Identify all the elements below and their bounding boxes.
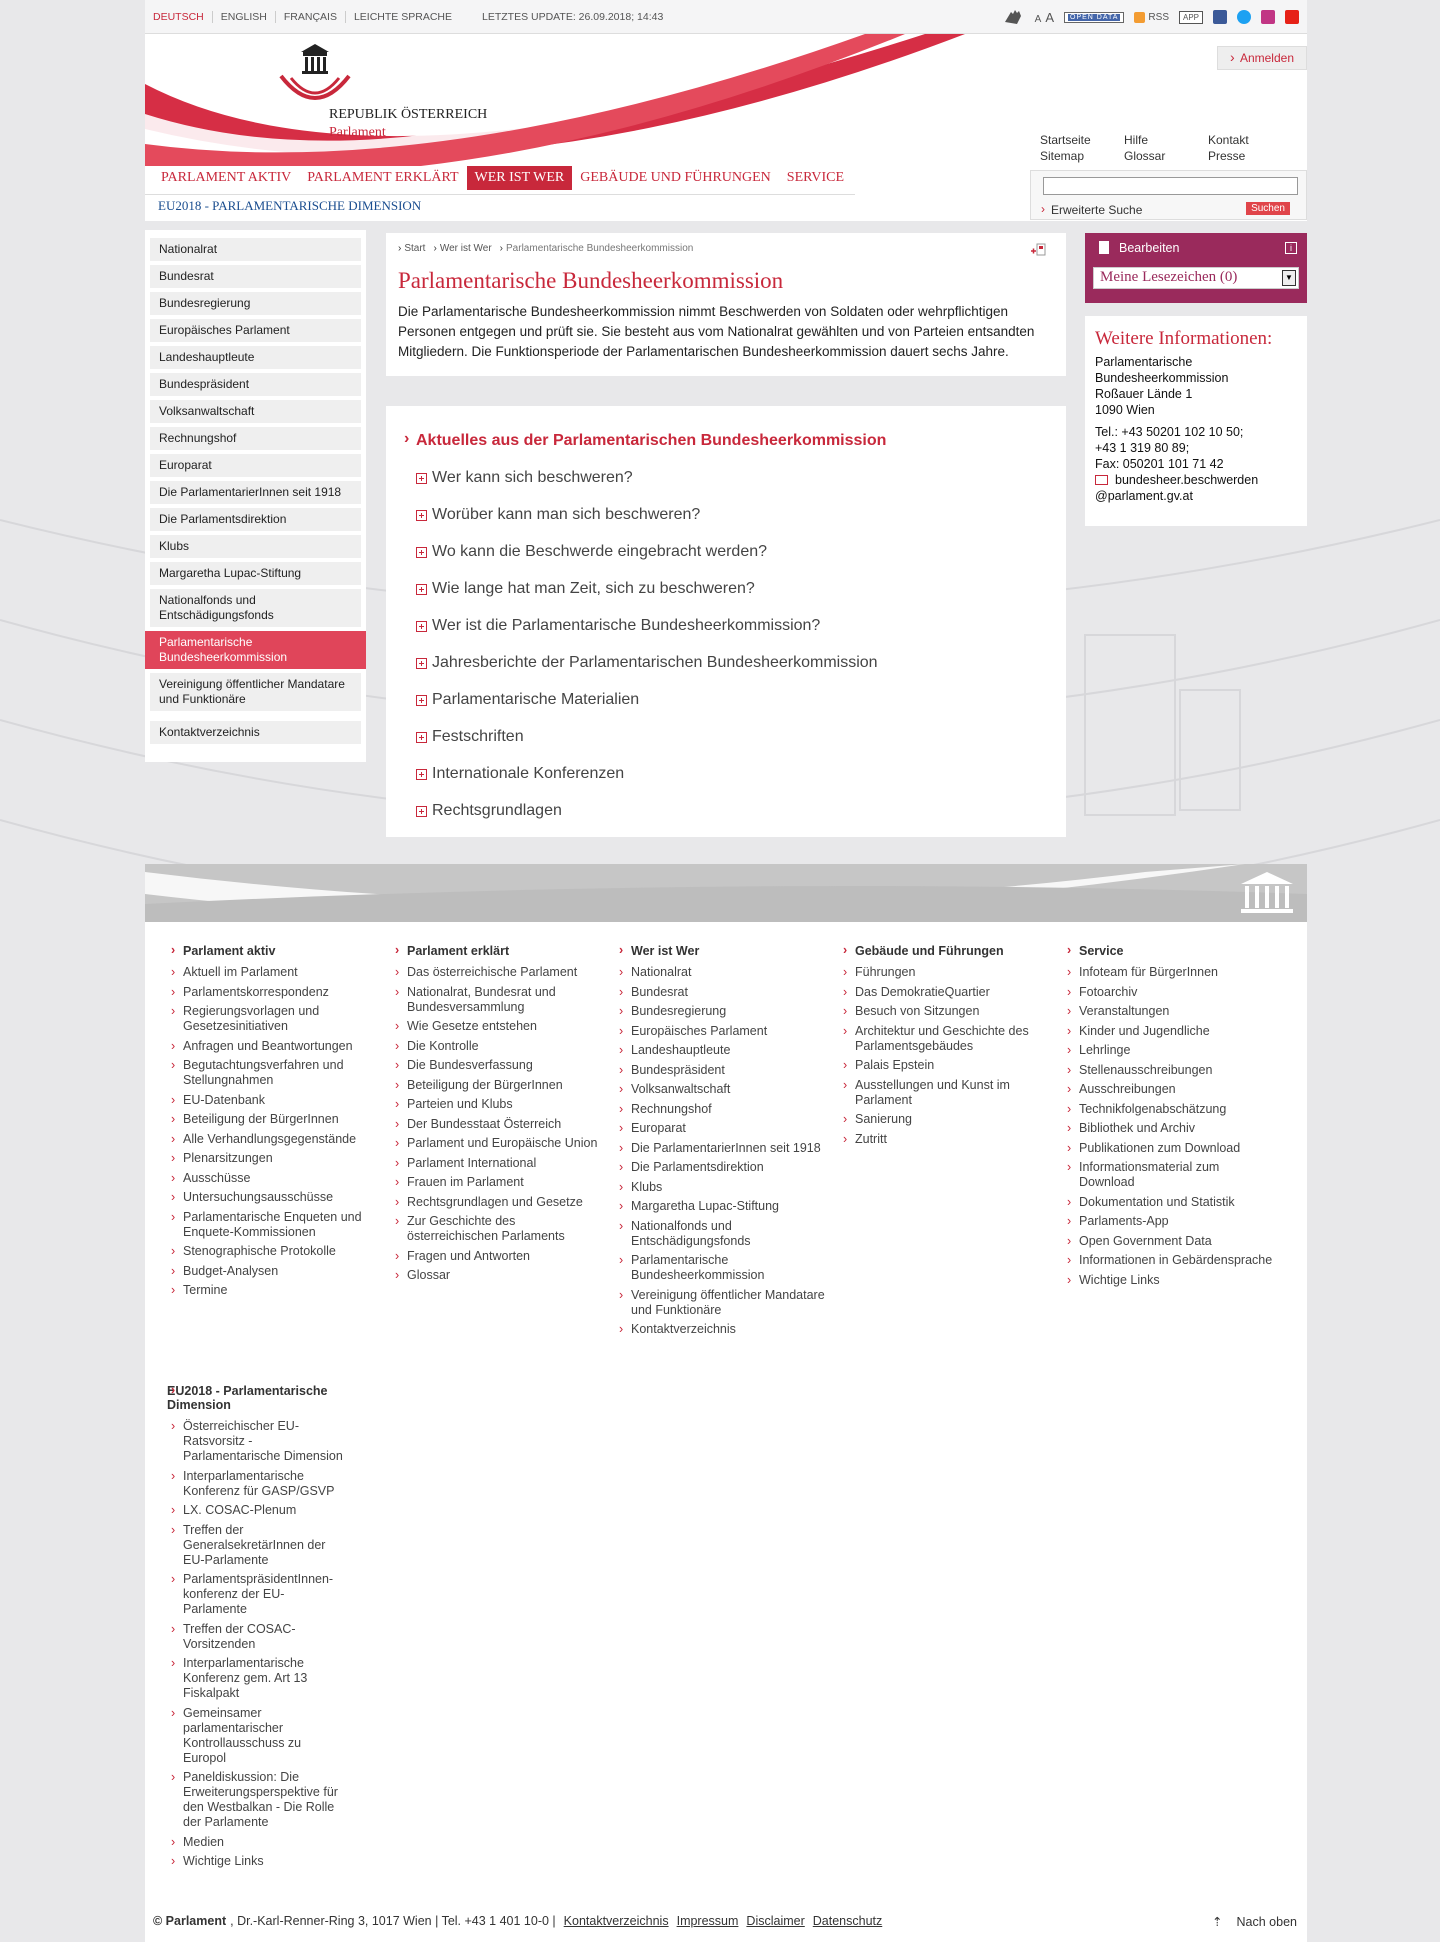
footer-link[interactable]: › Ausschreibungen — [1063, 1082, 1273, 1097]
footer-column — [615, 944, 839, 1342]
copyright-text: , Dr.-Karl-Renner-Ring 3, 1017 Wien | Tel. +43 1 401 10-0 | — [230, 1914, 556, 1928]
expand-plus-icon — [416, 732, 427, 743]
sidebar-item-landeshauptleute[interactable]: Landeshauptleute — [150, 346, 361, 369]
address-line: Parlamentarische — [1095, 355, 1193, 369]
footer-link[interactable]: › Open Government Data — [1063, 1234, 1273, 1249]
footer-link[interactable]: › Parlament und Europäische Union — [391, 1136, 601, 1151]
footer-column-title[interactable]: › EU2018 - Parlamentarische Dimension — [167, 1384, 343, 1412]
news-link[interactable]: › Aktuelles aus der Parlamentarischen Bundesheerkommission — [404, 432, 1066, 450]
footer-link[interactable]: › Die ParlamentarierInnen seit 1918 — [615, 1141, 825, 1156]
nav-service[interactable]: SERVICE — [786, 170, 845, 185]
footer-columns — [167, 944, 1287, 1342]
accordion-item[interactable] — [404, 543, 1066, 561]
footer-link[interactable]: › Informationen in Gebärdensprache — [1063, 1253, 1273, 1268]
nav-parlament-erklaert[interactable]: PARLAMENT ERKLÄRT — [307, 170, 459, 185]
search-button[interactable]: Suchen — [1246, 202, 1290, 215]
footer-swoosh — [145, 864, 1307, 922]
sidebar-item-bundesheerkommission[interactable]: Parlamentarische Bundesheerkommission — [145, 631, 366, 669]
footer-link[interactable]: › Das DemokratieQuartier — [839, 985, 1049, 1000]
expand-plus-icon — [416, 584, 427, 595]
footer-link[interactable]: › Dokumentation und Statistik — [1063, 1195, 1273, 1210]
footer-link[interactable]: › Der Bundesstaat Österreich — [391, 1117, 601, 1132]
footer-link[interactable]: › Nationalrat, Bundesrat und Bundesversammlung — [391, 985, 601, 1015]
parliament-logo-icon[interactable] — [275, 40, 355, 110]
edit-button[interactable] — [1093, 241, 1299, 255]
copyright-bar — [153, 1914, 882, 1928]
footer-link[interactable]: › Alle Verhandlungsgegenstände — [167, 1132, 377, 1147]
footer-link[interactable]: › Publikationen zum Download — [1063, 1141, 1273, 1156]
footer-link[interactable]: › Wichtige Links — [167, 1854, 343, 1869]
header-swoosh — [145, 34, 965, 166]
footer-link[interactable]: › Anfragen und Beantwortungen — [167, 1039, 377, 1054]
accordion-item[interactable] — [404, 580, 1066, 598]
search-box — [1030, 170, 1307, 220]
footer-column — [1063, 944, 1287, 1342]
login-button[interactable]: › Anmelden — [1217, 46, 1307, 70]
footer-link[interactable]: › Interparlamentarische Konferenz für GASP/GSVP — [167, 1469, 343, 1499]
sidebar-item-lupac-stiftung[interactable]: Margaretha Lupac-Stiftung — [150, 562, 361, 585]
expand-plus-icon — [416, 695, 427, 706]
footer-link[interactable]: › Medien — [167, 1835, 343, 1850]
breadcrumb-start[interactable]: › Start — [398, 243, 425, 254]
footer-link[interactable]: › LX. COSAC-Plenum — [167, 1503, 343, 1518]
footer-link[interactable]: › Die Parlamentsdirektion — [615, 1160, 825, 1175]
accordion-item[interactable] — [404, 506, 1066, 524]
footer-column — [839, 944, 1063, 1342]
copyright-org: © Parlament — [153, 1914, 227, 1928]
breadcrumb — [398, 243, 1054, 254]
youtube-icon[interactable] — [1285, 10, 1299, 24]
accordion-item[interactable] — [404, 617, 1066, 635]
footer-link[interactable]: › Interparlamentarische Konferenz gem. Art 13 Fiskalpakt — [167, 1656, 343, 1701]
footer-link[interactable]: › Treffen der GeneralsekretärInnen der EU-Parlamente — [167, 1523, 343, 1568]
footer-column-title[interactable]: › Wer ist Wer — [615, 944, 825, 958]
lang-leichte-sprache[interactable]: LEICHTE SPRACHE — [353, 10, 452, 23]
footer-link[interactable]: › Sanierung — [839, 1112, 1049, 1127]
footer-link[interactable]: › Plenarsitzungen — [167, 1151, 377, 1166]
email-link[interactable] — [1095, 472, 1297, 488]
footer-link[interactable]: › Begutachtungsverfahren und Stellungnahmen — [167, 1058, 377, 1088]
footer-link-kontaktverzeichnis[interactable]: Kontaktverzeichnis — [563, 1914, 669, 1928]
facebook-icon[interactable] — [1213, 10, 1227, 24]
footer-link[interactable]: › Führungen — [839, 965, 1049, 980]
header — [145, 34, 1307, 166]
sidebar-item-rechnungshof[interactable]: Rechnungshof — [150, 427, 361, 450]
footer-link[interactable]: › Parteien und Klubs — [391, 1097, 601, 1112]
footer-link-impressum[interactable]: Impressum — [676, 1914, 739, 1928]
footer-band — [145, 864, 1307, 922]
accordion-item[interactable] — [404, 765, 1066, 783]
accordion-item-label: Wie lange hat man Zeit, sich zu beschweren? — [432, 580, 755, 597]
footer-column — [167, 944, 391, 1342]
intro-panel — [386, 233, 1066, 376]
accordion-item-label: Worüber kann man sich beschweren? — [432, 506, 701, 523]
footer-link[interactable]: › Parlaments-App — [1063, 1214, 1273, 1229]
footer-link[interactable]: › Nationalrat — [615, 965, 825, 980]
advanced-search-link[interactable]: › Erweiterte Suche — [1051, 203, 1142, 217]
breadcrumb-current: › Parlamentarische Bundesheerkommission — [500, 243, 694, 254]
footer-column-title[interactable]: › Parlament erklärt — [391, 944, 601, 958]
footer-link[interactable]: › Rechnungshof — [615, 1102, 825, 1117]
footer-link[interactable]: › Parlamentarische Enqueten und Enquete-Kommissionen — [167, 1210, 377, 1240]
footer-link[interactable]: › Europäisches Parlament — [615, 1024, 825, 1039]
footer-link[interactable]: › Ausstellungen und Kunst im Parlament — [839, 1078, 1049, 1108]
sidebar-item-parlamentarierinnen[interactable]: Die ParlamentarierInnen seit 1918 — [150, 481, 361, 504]
nav-eu2018[interactable]: EU2018 - PARLAMENTARISCHE DIMENSION — [158, 198, 422, 213]
contact-block — [1095, 424, 1297, 504]
nav-parlament-aktiv[interactable]: PARLAMENT AKTIV — [161, 170, 292, 185]
content-accordion — [386, 406, 1066, 837]
footer-link[interactable]: › Europarat — [615, 1121, 825, 1136]
expand-plus-icon — [416, 510, 427, 521]
rss-label: RSS — [1148, 11, 1169, 23]
lang-deutsch[interactable]: DEUTSCH — [145, 11, 213, 23]
footer-column-title[interactable]: › Gebäude und Führungen — [839, 944, 1049, 958]
bookmarks-select[interactable] — [1093, 267, 1299, 289]
contact-line: Fax: 050201 101 71 42 — [1095, 457, 1224, 471]
expand-plus-icon — [416, 769, 427, 780]
footer-eu-column — [167, 1384, 357, 1874]
more-info-title: Weitere Informationen: — [1095, 328, 1273, 349]
lang-francais[interactable]: FRANÇAIS — [276, 11, 346, 23]
back-to-top-label: Nach oben — [1236, 1915, 1297, 1929]
sidebar-item-bundespraesident[interactable]: Bundespräsident — [150, 373, 361, 396]
parliament-label: Parlament — [329, 125, 386, 140]
instagram-icon[interactable] — [1261, 10, 1275, 24]
footer-link[interactable]: › Vereinigung öffentlicher Mandatare und Funktionäre — [615, 1288, 825, 1318]
footer-link[interactable]: › Österreichischer EU-Ratsvorsitz - Parlamentarische Dimension — [167, 1419, 343, 1464]
sidebar-item-nationalrat[interactable]: Nationalrat — [150, 238, 361, 261]
sidebar-item-bundesrat[interactable]: Bundesrat — [150, 265, 361, 288]
footer-link[interactable]: › Bundespräsident — [615, 1063, 825, 1078]
footer-link[interactable]: › Stenographische Protokolle — [167, 1244, 377, 1259]
sidebar-item-volksanwaltschaft[interactable]: Volksanwaltschaft — [150, 400, 361, 423]
footer-link[interactable]: › Wie Gesetze entstehen — [391, 1019, 601, 1034]
footer-link[interactable]: › Das österreichische Parlament — [391, 965, 601, 980]
accordion-item-label: Wer kann sich beschweren? — [432, 469, 633, 486]
accordion-item-label: Festschriften — [432, 728, 524, 745]
meta-links — [1040, 132, 1292, 164]
footer-link[interactable]: › Kinder und Jugendliche — [1063, 1024, 1273, 1039]
sidebar-item-europarat[interactable]: Europarat — [150, 454, 361, 477]
footer-link[interactable]: › Die Bundesverfassung — [391, 1058, 601, 1073]
more-info-panel — [1085, 316, 1307, 526]
footer-link[interactable]: › Budget-Analysen — [167, 1264, 377, 1279]
footer-link[interactable]: › Palais Epstein — [839, 1058, 1049, 1073]
footer-link[interactable]: › Infoteam für BürgerInnen — [1063, 965, 1273, 980]
footer-link[interactable]: › Parlamentskorrespondenz — [167, 985, 377, 1000]
open-data-button[interactable] — [1064, 12, 1124, 23]
footer-link[interactable]: › Klubs — [615, 1180, 825, 1195]
sidebar-item-klubs[interactable]: Klubs — [150, 535, 361, 558]
footer-link[interactable]: › Frauen im Parlament — [391, 1175, 601, 1190]
rss-link[interactable] — [1134, 12, 1169, 23]
sidebar-item-vereinigung[interactable]: Vereinigung öffentlicher Mandatare und Funktionäre — [150, 673, 361, 711]
nav-gebaeude-fuehrungen[interactable]: GEBÄUDE UND FÜHRUNGEN — [580, 170, 771, 185]
footer-link[interactable]: › Informationsmaterial zum Download — [1063, 1160, 1273, 1190]
footer-link[interactable]: › Aktuell im Parlament — [167, 965, 377, 980]
footer-link[interactable]: › Lehrlinge — [1063, 1043, 1273, 1058]
address-block — [1095, 354, 1297, 418]
footer-link[interactable]: › Regierungsvorlagen und Gesetzesinitiativen — [167, 1004, 377, 1034]
footer-link[interactable]: › Gemeinsamer parlamentarischer Kontrollausschuss zu Europol — [167, 1706, 343, 1766]
chevron-down-icon: ▼ — [1282, 270, 1296, 286]
footer-link[interactable]: › Beteiligung der BürgerInnen — [391, 1078, 601, 1093]
search-input[interactable] — [1043, 177, 1298, 195]
footer-column — [391, 944, 615, 1342]
envelope-icon — [1095, 475, 1108, 485]
main-navigation — [145, 166, 1307, 221]
sidebar-item-kontaktverzeichnis[interactable]: Kontaktverzeichnis — [150, 721, 361, 744]
footer-link[interactable]: › Fotoarchiv — [1063, 985, 1273, 1000]
email-part-1: bundesheer.beschwerden — [1115, 473, 1259, 487]
footer-link[interactable]: › Treffen der COSAC-Vorsitzenden — [167, 1622, 343, 1652]
meta-link-kontakt[interactable]: Kontakt — [1208, 133, 1249, 147]
lang-english[interactable]: ENGLISH — [213, 11, 276, 23]
footer-link[interactable]: › Parlamentarische Bundesheerkommission — [615, 1253, 825, 1283]
footer-column-title[interactable]: › Service — [1063, 944, 1273, 958]
meta-link-sitemap[interactable]: Sitemap — [1040, 149, 1085, 163]
footer-link[interactable]: › Die Kontrolle — [391, 1039, 601, 1054]
sidebar-navigation — [145, 230, 366, 762]
bookmarks-select-value: Meine Lesezeichen (0) — [1100, 269, 1238, 285]
page-title: Parlamentarische Bundesheerkommission — [398, 268, 784, 293]
email-part-2[interactable]: @parlament.gv.at — [1095, 489, 1193, 503]
footer-link[interactable]: › Architektur und Geschichte des Parlamentsgebäudes — [839, 1024, 1049, 1054]
accordion-item-label: Rechtsgrundlagen — [432, 802, 562, 819]
font-size-large-button[interactable]: A — [1045, 9, 1054, 25]
footer-link[interactable]: › Kontaktverzeichnis — [615, 1322, 825, 1337]
footer-link[interactable]: › Zutritt — [839, 1132, 1049, 1147]
address-line: 1090 Wien — [1095, 403, 1155, 417]
footer-link[interactable]: › Ausschüsse — [167, 1171, 377, 1186]
contact-line: Tel.: +43 50201 102 10 50; — [1095, 425, 1244, 439]
footer-link[interactable]: › Technikfolgenabschätzung — [1063, 1102, 1273, 1117]
sidebar-item-bundesregierung[interactable]: Bundesregierung — [150, 292, 361, 315]
contact-line: +43 1 319 80 89; — [1095, 441, 1190, 455]
footer-link[interactable]: › Bundesregierung — [615, 1004, 825, 1019]
meta-link-startseite[interactable]: Startseite — [1040, 133, 1091, 147]
expand-plus-icon — [416, 547, 427, 558]
expand-plus-icon — [416, 658, 427, 669]
accordion-item-label: Jahresberichte der Parlamentarischen Bundesheerkommission — [432, 654, 878, 671]
republic-label: REPUBLIK ÖSTERREICH — [329, 107, 488, 122]
footer-link[interactable]: › Bundesrat — [615, 985, 825, 1000]
footer-link[interactable]: › Margaretha Lupac-Stiftung — [615, 1199, 825, 1214]
footer-link[interactable]: › Fragen und Antworten — [391, 1249, 601, 1264]
meta-link-presse[interactable]: Presse — [1208, 149, 1246, 163]
font-size-small-button[interactable]: A — [1034, 13, 1042, 25]
footer-link[interactable]: › ParlamentspräsidentInnen-konferenz der EU-Parlamente — [167, 1572, 343, 1617]
info-icon[interactable]: i — [1285, 242, 1297, 254]
footer-link[interactable]: › Nationalfonds und Entschädigungsfonds — [615, 1219, 825, 1249]
nav-divider — [145, 194, 855, 195]
footer-link[interactable]: › Volksanwaltschaft — [615, 1082, 825, 1097]
footer-link-disclaimer[interactable]: Disclaimer — [746, 1914, 805, 1928]
intro-text: Die Parlamentarische Bundesheerkommission nimmt Beschwerden von Soldaten oder wehrpflichtigen Personen entgegen und prüft sie. Sie besteht aus vom Nationalrat gewählten und von Parteien entsandten Mitgliedern. Die Funktionsperiode der Parlamentarischen Bundesheerkommission dauert sechs Jahre. — [398, 304, 1035, 359]
address-line: Bundesheerkommission — [1095, 371, 1229, 385]
meta-link-hilfe[interactable]: Hilfe — [1124, 133, 1149, 147]
footer-link[interactable]: › EU-Datenbank — [167, 1093, 377, 1108]
top-bar — [145, 0, 1307, 34]
footer-link-datenschutz[interactable]: Datenschutz — [812, 1914, 883, 1928]
bookmark-icon — [1099, 241, 1109, 254]
accordion-item-label: Wer ist die Parlamentarische Bundesheerkommission? — [432, 617, 821, 634]
open-data-label: OPEN DATA — [1070, 13, 1119, 21]
footer-link[interactable]: › Stellenausschreibungen — [1063, 1063, 1273, 1078]
accordion-item[interactable] — [404, 469, 1066, 487]
footer-link[interactable]: › Beteiligung der BürgerInnen — [167, 1112, 377, 1127]
nav-wer-ist-wer[interactable]: WER IST WER — [467, 166, 573, 190]
footer-link[interactable]: › Glossar — [391, 1268, 601, 1283]
accordion-item-label: Wo kann die Beschwerde eingebracht werden? — [432, 543, 768, 560]
footer-parliament-icon — [1237, 870, 1297, 916]
accordion-item[interactable] — [404, 654, 1066, 672]
meta-link-glossar[interactable]: Glossar — [1124, 149, 1166, 163]
accordion-item[interactable] — [404, 691, 1066, 709]
back-to-top-link[interactable] — [1212, 1914, 1297, 1929]
footer-link[interactable]: › Rechtsgrundlagen und Gesetze — [391, 1195, 601, 1210]
sign-language-icon[interactable] — [1003, 8, 1025, 26]
breadcrumb-wer-ist-wer[interactable]: › Wer ist Wer — [433, 243, 491, 254]
footer-link[interactable]: › Untersuchungsausschüsse — [167, 1190, 377, 1205]
footer-link[interactable]: › Termine — [167, 1283, 377, 1298]
footer-link[interactable]: › Zur Geschichte des österreichischen Parlaments — [391, 1214, 601, 1244]
accordion-item[interactable] — [404, 802, 1066, 820]
expand-plus-icon — [416, 473, 427, 484]
accordion-item-label: Internationale Konferenzen — [432, 765, 625, 782]
last-update: LETZTES UPDATE: 26.09.2018; 14:43 — [482, 10, 664, 23]
address-line: Roßauer Lände 1 — [1095, 387, 1193, 401]
footer-link[interactable]: › Parlament International — [391, 1156, 601, 1171]
footer-link[interactable]: › Landeshauptleute — [615, 1043, 825, 1058]
edit-label: Bearbeiten — [1119, 241, 1180, 255]
footer-link[interactable]: › Besuch von Sitzungen — [839, 1004, 1049, 1019]
expand-plus-icon — [416, 621, 427, 632]
bookmark-add-icon[interactable] — [1030, 243, 1046, 257]
footer-link[interactable]: › Wichtige Links — [1063, 1273, 1273, 1288]
accordion-item[interactable] — [404, 728, 1066, 746]
footer-link[interactable]: › Paneldiskussion: Die Erweiterungsperspektive für den Westbalkan - Die Rolle der Parlamente — [167, 1770, 343, 1830]
footer-link[interactable]: › Veranstaltungen — [1063, 1004, 1273, 1019]
rss-icon — [1134, 12, 1145, 23]
bookmarks-panel — [1085, 233, 1307, 303]
app-button[interactable]: APP — [1179, 11, 1203, 24]
footer-link[interactable]: › Bibliothek und Archiv — [1063, 1121, 1273, 1136]
expand-plus-icon — [416, 806, 427, 817]
sidebar-item-nationalfonds[interactable]: Nationalfonds und Entschädigungsfonds — [150, 589, 361, 627]
twitter-icon[interactable] — [1237, 10, 1251, 24]
arrow-up-icon: ⇡ — [1212, 1915, 1223, 1929]
sidebar-item-parlamentsdirektion[interactable]: Die Parlamentsdirektion — [150, 508, 361, 531]
footer-column-title[interactable]: › Parlament aktiv — [167, 944, 377, 958]
sidebar-item-europaeisches-parlament[interactable]: Europäisches Parlament — [150, 319, 361, 342]
accordion-item-label: Parlamentarische Materialien — [432, 691, 640, 708]
